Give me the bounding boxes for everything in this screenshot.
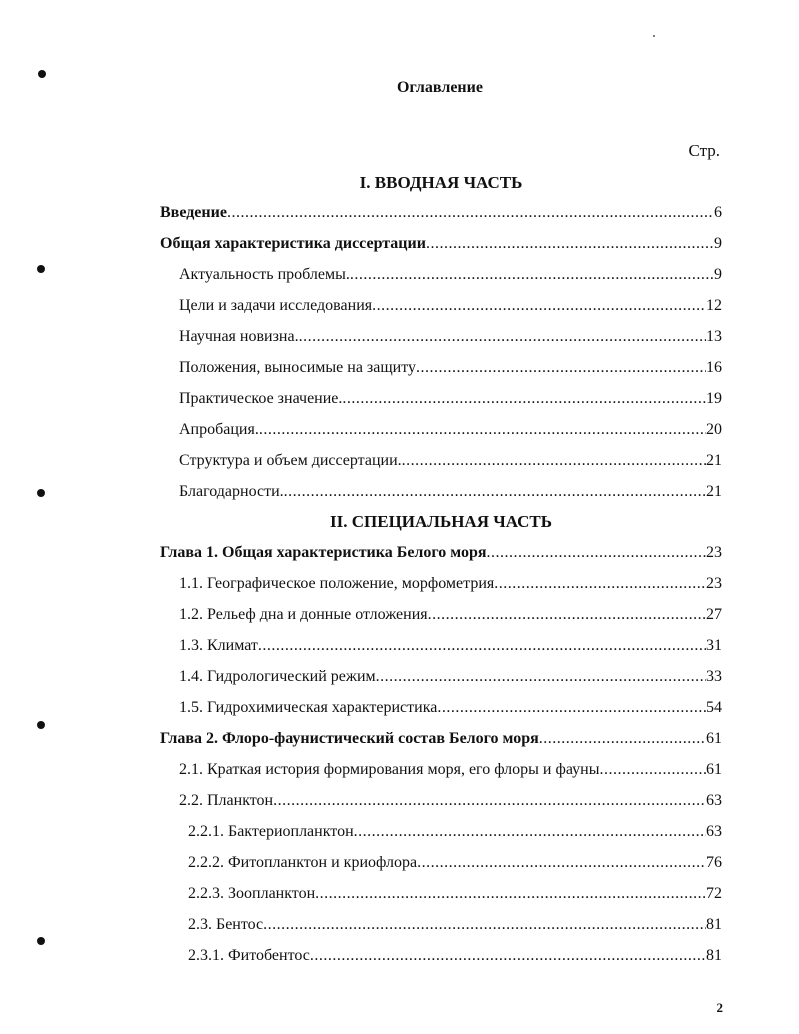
toc-entry-2-2-2[interactable] — [188, 853, 722, 873]
toc-entry-page: 63 — [706, 792, 722, 809]
toc-leader-dots — [263, 915, 706, 935]
toc-entry-page: 31 — [706, 637, 722, 654]
toc-entry-text: 2.3.1. Фитобентос — [188, 947, 310, 964]
toc-leader-dots — [258, 636, 706, 656]
toc-leader-dots — [376, 667, 706, 687]
toc-entry-page: 61 — [706, 730, 722, 747]
toc-entry-page: 21 — [706, 452, 722, 469]
page-number: 2 — [716, 1000, 723, 1015]
toc-entry-page: 13 — [706, 328, 722, 345]
toc-entry-page: 21 — [706, 483, 722, 500]
toc-entry-1-5[interactable] — [179, 698, 722, 718]
toc-leader-dots — [372, 296, 706, 316]
toc-entry-page: 33 — [706, 668, 722, 685]
toc-entry-text: Благодарности. — [179, 483, 284, 500]
toc-entry-text: Практическое значение. — [179, 390, 343, 407]
toc-entry-text: 2.2.1. Бактериопланктон — [188, 823, 354, 840]
toc-leader-dots — [273, 791, 706, 811]
toc-entry-general-characteristics[interactable] — [160, 234, 722, 254]
toc-leader-dots — [599, 760, 706, 780]
toc-entry-practical-value[interactable] — [179, 389, 722, 409]
toc-entry-page: 63 — [706, 823, 722, 840]
toc-entry-text: 1.5. Гидрохимическая характеристика — [179, 699, 438, 716]
toc-leader-dots — [494, 574, 706, 594]
toc-leader-dots — [539, 729, 706, 749]
toc-entry-page: 81 — [706, 916, 722, 933]
toc-entry-2-2-3[interactable] — [188, 884, 722, 904]
toc-entry-theses[interactable] — [179, 358, 722, 378]
toc-entry-relevance[interactable] — [179, 265, 722, 285]
binding-hole — [37, 265, 45, 273]
toc-entry-text: 1.1. Географическое положение, морфометрия — [179, 575, 495, 592]
toc-entry-text: Цели и задачи исследования — [179, 297, 373, 314]
toc-entry-text: 2.2.2. Фитопланктон и криофлора — [188, 854, 418, 871]
toc-entry-text: Апробация. — [179, 421, 259, 438]
toc-leader-dots — [259, 420, 706, 440]
toc-entry-approbation[interactable] — [179, 420, 722, 440]
toc-entry-1-2[interactable] — [179, 605, 722, 625]
toc-entry-structure[interactable] — [179, 451, 722, 471]
toc-entry-chapter-2[interactable] — [160, 729, 722, 749]
toc-entry-2-3[interactable] — [188, 915, 722, 935]
toc-leader-dots — [354, 822, 706, 842]
section-heading-intro: I. ВВОДНАЯ ЧАСТЬ — [359, 173, 523, 192]
toc-leader-dots — [426, 234, 714, 254]
toc-entry-page: 9 — [714, 235, 722, 252]
toc-entry-text: Введение — [160, 204, 227, 221]
toc-entry-acknowledgements[interactable] — [179, 482, 722, 502]
toc-entry-2-2[interactable] — [179, 791, 722, 811]
toc-entry-text: Актуальность проблемы. — [179, 266, 350, 283]
toc-entry-goals[interactable] — [179, 296, 722, 316]
toc-entry-text: Глава 2. Флоро-фаунистический состав Белого моря — [160, 730, 539, 747]
toc-entry-page: 19 — [706, 390, 722, 407]
toc-leader-dots — [342, 389, 706, 409]
toc-entry-2-3-1[interactable] — [188, 946, 722, 966]
toc-entry-text: 1.4. Гидрологический режим — [179, 668, 376, 685]
binding-hole — [37, 489, 45, 497]
page-column-label: Стр. — [688, 141, 720, 160]
toc-leader-dots — [310, 946, 706, 966]
toc-leader-dots — [350, 265, 714, 285]
toc-entry-text: Глава 1. Общая характеристика Белого моря — [160, 544, 487, 561]
toc-entry-1-4[interactable] — [179, 667, 722, 687]
toc-leader-dots — [416, 358, 706, 378]
toc-entry-page: 72 — [706, 885, 722, 902]
toc-leader-dots — [402, 451, 706, 471]
toc-entry-page: 16 — [706, 359, 722, 376]
toc-leader-dots — [428, 605, 706, 625]
toc-leader-dots — [437, 698, 706, 718]
toc-entry-page: 54 — [706, 699, 722, 716]
page-title: Оглавление — [397, 79, 483, 96]
toc-entry-page: 81 — [706, 947, 722, 964]
toc-entry-2-2-1[interactable] — [188, 822, 722, 842]
toc-entry-text: 1.3. Климат — [179, 637, 258, 654]
toc-entry-text: Научная новизна. — [179, 328, 299, 345]
toc-leader-dots — [284, 482, 706, 502]
toc-entry-introduction[interactable] — [160, 203, 722, 223]
toc-entry-page: 20 — [706, 421, 722, 438]
toc-entry-chapter-1[interactable] — [160, 543, 722, 563]
section-heading-special: II. СПЕЦИАЛЬНАЯ ЧАСТЬ — [330, 512, 552, 531]
toc-entry-page: 9 — [714, 266, 722, 283]
toc-leader-dots — [487, 543, 706, 563]
toc-entry-page: 6 — [714, 204, 722, 221]
toc-entry-novelty[interactable] — [179, 327, 722, 347]
toc-entry-2-1[interactable] — [179, 760, 722, 780]
binding-hole — [37, 721, 45, 729]
toc-leader-dots — [299, 327, 706, 347]
toc-entry-1-1[interactable] — [179, 574, 722, 594]
scan-speck — [653, 35, 655, 37]
toc-entry-text: 2.2.3. Зоопланктон — [188, 885, 316, 902]
toc-entry-page: 76 — [706, 854, 722, 871]
toc-entry-text: 2.1. Краткая история формирования моря, его флоры и фауны — [179, 761, 600, 778]
toc-entry-page: 12 — [706, 297, 722, 314]
toc-entry-text: Структура и объем диссертации. — [179, 452, 402, 469]
toc-entry-text: 2.3. Бентос — [188, 916, 264, 933]
toc-entry-text: Положения, выносимые на защиту — [179, 359, 417, 376]
toc-entry-text: 1.2. Рельеф дна и донные отложения — [179, 606, 428, 623]
toc-entry-text: 2.2. Планктон — [179, 792, 274, 809]
binding-hole — [37, 937, 45, 945]
toc-leader-dots — [227, 203, 714, 223]
toc-entry-page: 61 — [706, 761, 722, 778]
toc-entry-1-3[interactable] — [179, 636, 722, 656]
toc-leader-dots — [417, 853, 706, 873]
binding-hole — [38, 70, 46, 78]
toc-leader-dots — [315, 884, 706, 904]
toc-entry-text: Общая характеристика диссертации — [160, 235, 426, 252]
toc-entry-page: 23 — [706, 575, 722, 592]
toc-entry-page: 23 — [706, 544, 722, 561]
toc-entry-page: 27 — [706, 606, 722, 623]
